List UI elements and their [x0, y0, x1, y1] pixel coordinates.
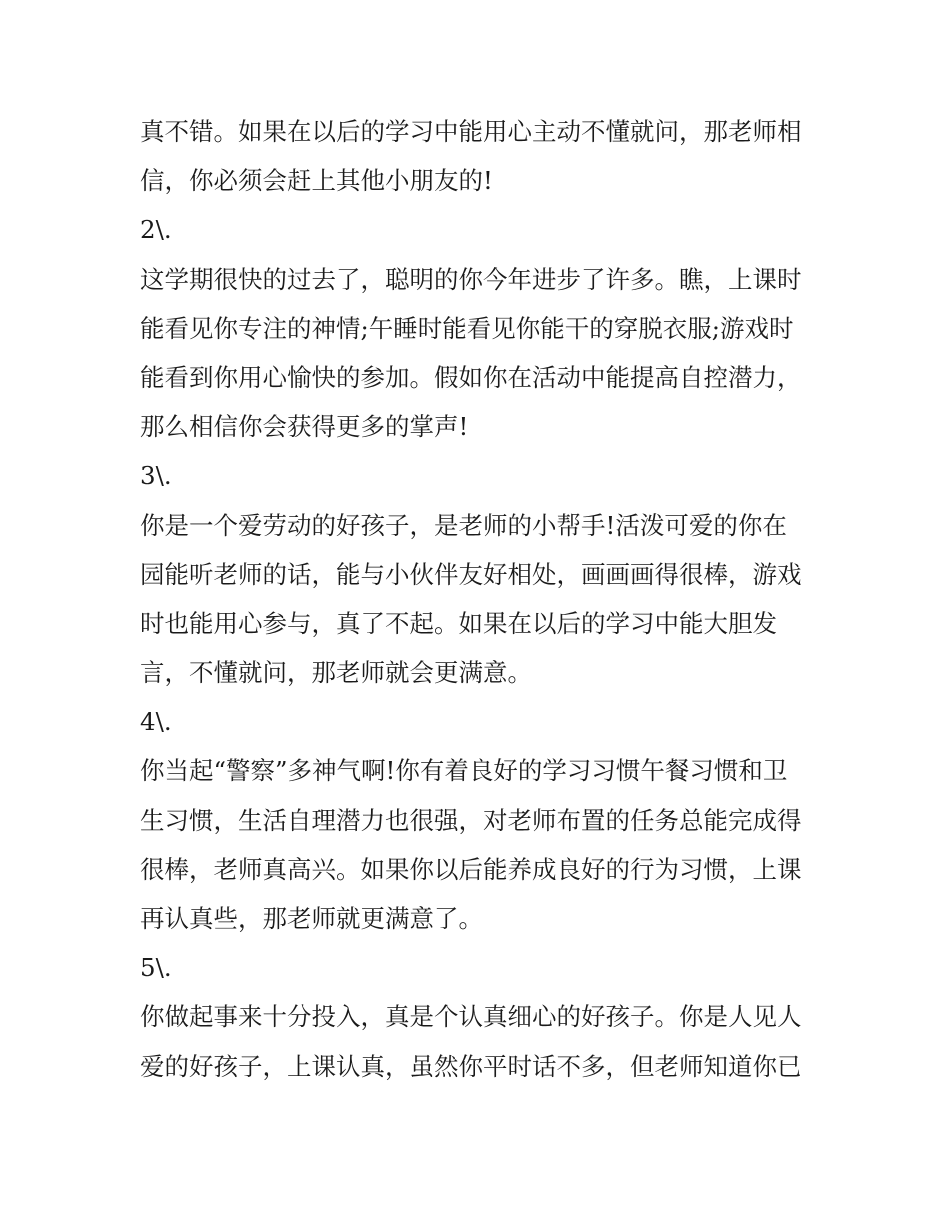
item-number: 4\.: [140, 707, 172, 737]
text-line: 能看到你用心愉快的参加。假如你在活动中能提高自控潜力，: [140, 362, 802, 392]
text-line: 园能听老师的话，能与小伙伴友好相处，画画画得很棒，游戏: [140, 559, 802, 589]
item-number: 5\.: [140, 953, 172, 983]
item-number: 2\.: [140, 215, 172, 245]
text-line: 你当起“警察”多神气啊!你有着良好的学习习惯午餐习惯和卫: [140, 756, 788, 786]
text-line: 信，你必须会赶上其他小朋友的!: [140, 166, 493, 196]
text-line: 你是一个爱劳动的好孩子，是老师的小帮手!活泼可爱的你在: [140, 510, 787, 540]
text-line: 很棒，老师真高兴。如果你以后能养成良好的行为习惯，上课: [140, 854, 802, 884]
text-line: 能看见你专注的神情;午睡时能看见你能干的穿脱衣服;游戏时: [140, 313, 794, 343]
text-line: 真不错。如果在以后的学习中能用心主动不懂就问，那老师相: [140, 117, 802, 146]
text-line: 言，不懂就问，那老师就会更满意。: [140, 658, 532, 688]
text-line: 你做起事来十分投入，真是个认真细心的好孩子。你是人见人: [140, 1002, 802, 1032]
text-line: 爱的好孩子，上课认真，虽然你平时话不多，但老师知道你已: [140, 1051, 802, 1081]
document-body: [140, 107, 820, 1091]
text-line: 这学期很快的过去了，聪明的你今年进步了许多。瞧，上课时: [140, 264, 802, 294]
text-line: 生习惯，生活自理潜力也很强，对老师布置的任务总能完成得: [140, 805, 802, 835]
text-line: 再认真些，那老师就更满意了。: [140, 904, 483, 933]
item-number: 3\.: [140, 461, 172, 491]
text-line: 那么相信你会获得更多的掌声!: [140, 412, 469, 442]
text-line: 时也能用心参与，真了不起。如果在以后的学习中能大胆发: [140, 608, 777, 638]
